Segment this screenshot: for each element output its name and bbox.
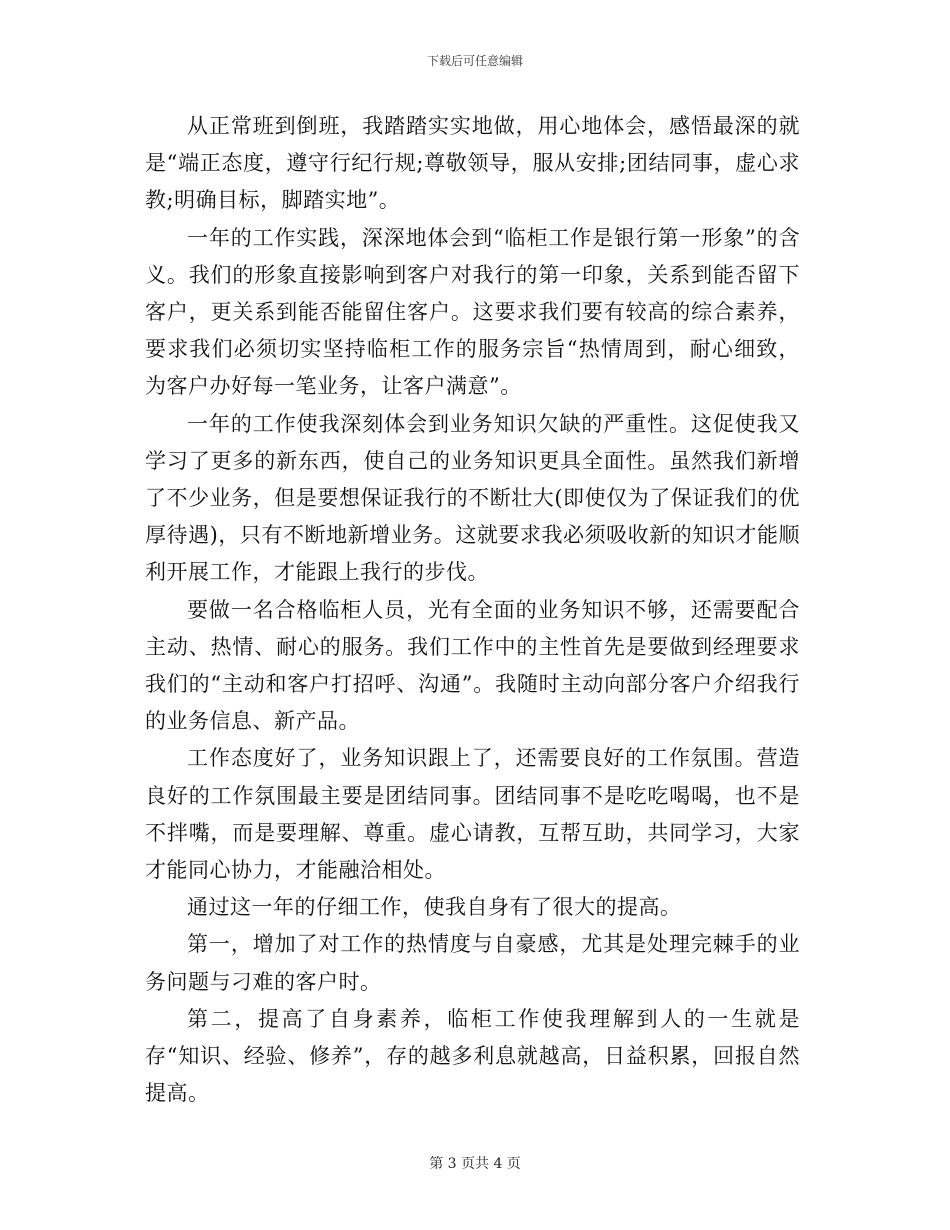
paragraph-1: 从正常班到倒班，我踏踏实实地做，用心地体会，感悟最深的就是“端正态度，遵守行纪行规;尊敬领导，服从安排;团结同事，虚心求教;明确目标，脚踏实地”。 bbox=[145, 114, 800, 213]
paragraph-6: 通过这一年的仔细工作，使我自身有了很大的提高。 bbox=[187, 895, 682, 920]
document-body bbox=[145, 108, 800, 1112]
paragraph-8: 第二，提高了自身素养，临柜工作使我理解到人的一生就是存“知识、经验、修养”，存的越多利息就越高，日益积累，回报自然提高。 bbox=[145, 1006, 800, 1106]
paragraph-7: 第一，增加了对工作的热情度与自豪感，尤其是处理完棘手的业务问题与刁难的客户时。 bbox=[145, 932, 800, 994]
paragraph-2: 一年的工作实践，深深地体会到“临柜工作是银行第一形象”的含义。我们的形象直接影响到客户对我行的第一印象，关系到能否留下客户，更关系到能否能留住客户。这要求我们要有较高的综合素养，要求我们必须切实坚持临柜工作的服务宗旨“热情周到，耐心细致，为客户办好每一笔业务，让客户满意”。 bbox=[145, 225, 800, 399]
page-footer: 第 3 页共 4 页 bbox=[429, 1156, 521, 1172]
paragraph-4: 要做一名合格临柜人员，光有全面的业务知识不够，还需要配合主动、热情、耐心的服务。我们工作中的主性首先是要做到经理要求我们的“主动和客户打招呼、沟通”。我随时主动向部分客户介绍我行的业务信息、新产品。 bbox=[145, 597, 800, 734]
page-header: 下载后可任意编辑 bbox=[426, 54, 523, 68]
paragraph-5: 工作态度好了，业务知识跟上了，还需要良好的工作氛围。营造良好的工作氛围最主要是团结同事。团结同事不是吃吃喝喝，也不是不拌嘴，而是要理解、尊重。虚心请教，互帮互助，共同学习，大家才能同心协力，才能融洽相处。 bbox=[145, 746, 800, 883]
paragraph-3: 一年的工作使我深刻体会到业务知识欠缺的严重性。这促使我又学习了更多的新东西，使自己的业务知识更具全面性。虽然我们新增了不少业务，但是要想保证我行的不断壮大(即使仅为了保证我们的优厚待遇)，只有不断地新增业务。这就要求我必须吸收新的知识才能顺利开展工作，才能跟上我行的步伐。 bbox=[145, 411, 800, 585]
